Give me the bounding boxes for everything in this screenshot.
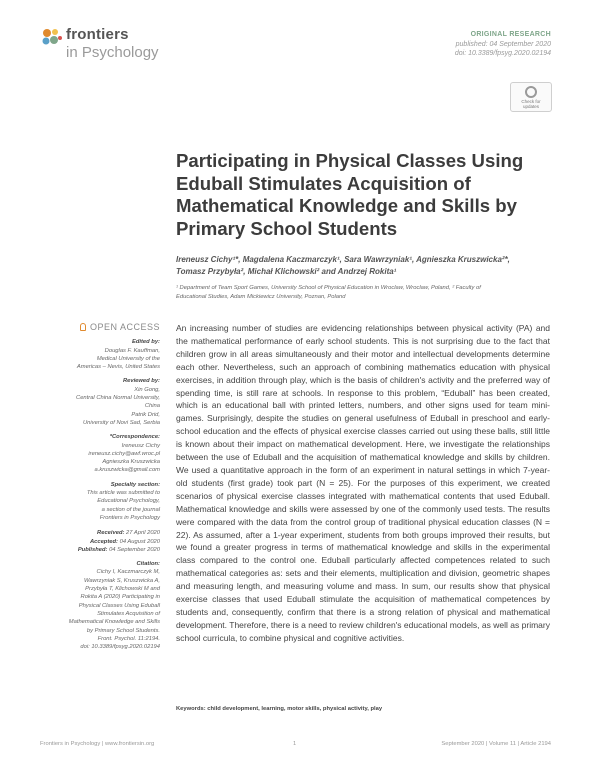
editor-line: Americas – Nevis, United States xyxy=(76,364,160,371)
keywords-list: child development, learning, motor skills, physical activity, play xyxy=(207,706,383,712)
journal-logo[interactable] xyxy=(40,24,210,64)
specialty-line: Frontiers in Psychology xyxy=(99,514,160,521)
specialty-heading: Specialty section: xyxy=(110,481,160,488)
article-meta xyxy=(455,30,551,59)
specialty-line: This article was submitted to xyxy=(86,490,160,497)
citation-line: Front. Psychol. 11:2194. xyxy=(97,635,160,642)
article-doi[interactable]: doi: 10.3389/fpsyg.2020.02194 xyxy=(454,50,551,57)
reviewer-line: Xin Gong, xyxy=(134,386,160,393)
specialty-line: a section of the journal xyxy=(101,506,160,513)
reviewer-line: China xyxy=(144,403,160,410)
editor-line: Medical University of the xyxy=(96,355,160,362)
affiliation-line-2: Educational Studies, Adam Mickiewicz University, Poznan, Poland xyxy=(176,294,346,300)
citation-heading: Citation: xyxy=(136,561,160,568)
authors-line-2: Tomasz Przybyła², Michał Klichowski² and Andrzej Rokita¹ xyxy=(176,266,397,276)
article-dates xyxy=(40,529,160,554)
affiliation-line-1: ¹ Department of Team Sport Games, University School of Physical Education in Wroclaw, Wroclaw, Poland, ² Faculty of xyxy=(176,285,481,291)
editor-line: Douglas F. Kauffman, xyxy=(104,347,160,354)
published-date-value: 04 September 2020 xyxy=(109,546,160,553)
received-date-row xyxy=(40,529,160,537)
brand-name: frontiers xyxy=(66,26,129,43)
received-date: 27 April 2020 xyxy=(126,530,160,537)
keywords-label: Keywords: xyxy=(176,706,206,712)
reviewer-line: Patrik Drid, xyxy=(131,411,160,418)
published-date-row xyxy=(40,546,160,554)
correspondent-name: Ireneusz Cichy xyxy=(121,442,160,449)
citation-line: Mathematical Knowledge and Skills xyxy=(68,619,160,626)
check-updates-label-1: Check for xyxy=(521,99,541,104)
author-list xyxy=(176,254,556,277)
edited-by-heading: Edited by: xyxy=(131,339,160,346)
citation-line: Cichy I, Kaczmarczyk M, xyxy=(96,569,160,576)
published-label: Published: xyxy=(77,546,108,553)
article-type: ORIGINAL RESEARCH xyxy=(470,31,551,38)
check-for-updates-button[interactable] xyxy=(510,82,552,112)
citation-doi-link[interactable]: doi: 10.3389/fpsyg.2020.02194 xyxy=(80,644,160,651)
correspondence-heading: *Correspondence: xyxy=(109,434,160,441)
affiliations xyxy=(176,284,546,302)
reviewer-line: Central China Normal University, xyxy=(76,395,160,402)
article-title: Participating in Physical Classes Using Eduball Stimulates Acquisition of Mathematical Knowledge and Skills by Primary School Students xyxy=(176,150,524,239)
footer-issue-info: September 2020 | Volume 11 | Article 2194 xyxy=(441,741,551,747)
open-access-label: OPEN ACCESS xyxy=(89,322,160,332)
received-label: Received: xyxy=(97,530,125,537)
citation-line: Wawrzyniak S, Kruszwicka A, xyxy=(83,577,160,584)
page-number: 1 xyxy=(293,741,297,747)
reviewed-by-heading: Reviewed by: xyxy=(122,378,160,385)
journal-name: in Psychology xyxy=(66,44,159,61)
keywords xyxy=(176,706,550,712)
accepted-label: Accepted: xyxy=(89,538,118,545)
check-updates-label-2: updates xyxy=(522,104,539,109)
citation-line: Przybyła T, Klichowski M and xyxy=(85,586,160,593)
published-date: published: 04 September 2020 xyxy=(455,40,551,48)
correspondent-name: Agnieszka Kruszwicka xyxy=(102,459,160,466)
article-sidebar xyxy=(40,323,160,651)
citation-line: Rokita A (2020) Participating in xyxy=(80,594,160,601)
open-lock-icon xyxy=(80,323,86,331)
update-check-icon xyxy=(525,86,537,98)
frontiers-logo-icon xyxy=(40,26,64,50)
citation-line: Physical Classes Using Eduball xyxy=(78,602,160,609)
reviewer-line: University of Novi Sad, Serbia xyxy=(82,419,160,426)
open-access-badge[interactable] xyxy=(40,323,160,331)
correspondent-email-link[interactable]: a.kruszwicka@gmail.com xyxy=(94,467,160,474)
specialty-line: Educational Psychology, xyxy=(97,498,160,505)
citation-line: by Primary School Students. xyxy=(86,627,160,634)
footer-journal-link[interactable]: Frontiers in Psychology | www.frontiersin.org xyxy=(40,741,155,747)
correspondent-email-link[interactable]: ireneusz.cichy@awf.wroc.pl xyxy=(88,450,160,457)
abstract-text: An increasing number of studies are evidencing relationships between physical activity (PA) and the mathematical performance of early school students. This is not surprising due to the fact that children grow in all areas simultaneously and their motor and intellectual developments determine each other. Nevertheless, such an approach of combining mathematics education with physical exercises, in addition through play, which is the basis of children's activity and the preferred way of spending time, is still rare at schools. In response to this problem, “Eduball” has been created, which is an educational ball with printed letters, numbers, and other signs used for team mini-games. Surprisingly, despite the studies on general usefulness of Eduball in preschool and early-school education and the effects of physical exercise classes carried out using these balls, still little is known about their impact on mathematical development. Here, we investigate the relationships between the use of Eduball and the acquisition of mathematical knowledge and skills by children. We used a quantitative approach in the form of an experiment in natural settings in which 7-year-old students (first grade) took part (N = 25). For the purposes of this experiment, we created scenarios of physical exercise classes integrated with mathematical contents that used Eduball. Mathematical knowledge and skills were assessed by one of the commonly used tests. The results were compared with the data from the control group of traditional physical education classes (N = 22). As assumed, after a 1-year experiment, students from both groups improved their results, but we found a greater progress in terms of mathematical knowledge and skills in the experimental class compared to the control one. Eduball particularly affected competences related to such mathematical categories as: sets and their elements, multiplication and division, geometric shapes and measuring length, and measuring volume and mass. In sum, our results show that physical exercise classes that used Eduball stimulate the acquisition of mathematical competences by students and, consequently, confirm that there is a strong relation of physical and mathematical development. Therefore, there is a need to review children's educational models, as well as primary school curricula, to combine physical and cognitive activities. xyxy=(176,323,550,643)
authors-line-1: Ireneusz Cichy¹*, Magdalena Kaczmarczyk¹, Sara Wawrzyniak¹, Agnieszka Kruszwicka²*, xyxy=(176,255,510,264)
citation-line: Stimulates Acquisition of xyxy=(97,610,160,617)
accepted-date-row xyxy=(40,538,160,546)
accepted-date: 04 August 2020 xyxy=(119,538,160,545)
